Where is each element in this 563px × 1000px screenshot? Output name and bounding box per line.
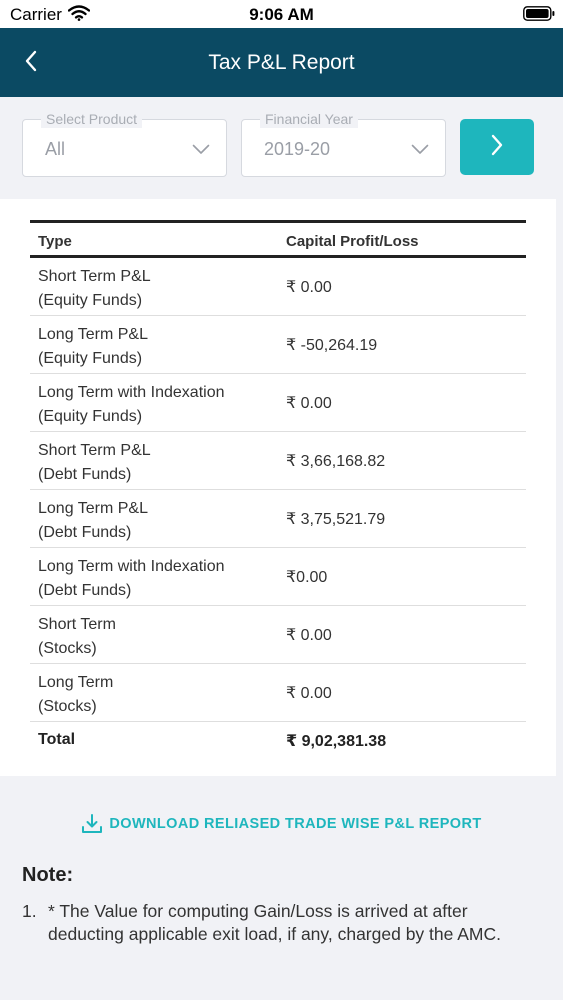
row-amount: ₹ 0.00	[286, 279, 332, 296]
note-text: * The Value for computing Gain/Loss is arrived at after deducting applicable exit load, if any, charged by the AMC.	[48, 901, 502, 944]
row-amount: ₹ 0.00	[286, 627, 332, 644]
row-amount: ₹0.00	[286, 569, 328, 586]
table-row	[30, 548, 526, 606]
row-type-line2: (Equity Funds)	[38, 292, 143, 309]
row-type	[38, 265, 151, 313]
filter-row	[0, 97, 563, 197]
table-row	[30, 606, 526, 664]
row-type	[38, 381, 224, 429]
table-total-row	[30, 722, 526, 758]
product-select-label: Select Product	[41, 111, 142, 128]
row-type	[38, 439, 151, 487]
table-row	[30, 432, 526, 490]
row-type-line1: Long Term P&L	[38, 326, 148, 343]
row-type-line1: Long Term P&L	[38, 500, 148, 517]
chevron-down-icon	[192, 142, 210, 160]
row-type-line1: Long Term	[38, 674, 114, 691]
table-header	[30, 220, 526, 258]
note-title: Note:	[22, 864, 74, 886]
row-type-line2: (Debt Funds)	[38, 582, 132, 599]
app-header	[0, 28, 563, 97]
row-type-line1: Long Term with Indexation	[38, 558, 225, 575]
column-header-type: Type	[38, 233, 72, 250]
status-time: 9:06 AM	[249, 5, 314, 24]
row-type-line2: (Equity Funds)	[38, 408, 143, 425]
pl-table-card	[0, 199, 556, 776]
row-type-line2: (Debt Funds)	[38, 524, 132, 541]
chevron-right-icon	[490, 134, 504, 161]
total-amount: ₹ 9,02,381.38	[286, 733, 387, 750]
row-type	[38, 497, 148, 545]
page-title: Tax P&L Report	[208, 51, 355, 74]
financial-year-label: Financial Year	[260, 111, 358, 128]
row-type-line2: (Debt Funds)	[38, 466, 132, 483]
row-type	[38, 323, 148, 371]
row-type	[38, 671, 113, 719]
column-header-amount: Capital Profit/Loss	[286, 233, 419, 250]
product-select[interactable]	[22, 111, 227, 177]
download-icon	[81, 813, 103, 835]
chevron-down-icon	[411, 142, 429, 160]
financial-year-value: 2019-20	[264, 139, 331, 159]
table-row	[30, 374, 526, 432]
submit-filter-button[interactable]	[460, 119, 534, 175]
row-amount: ₹ 0.00	[286, 685, 332, 702]
status-bar	[0, 0, 563, 28]
total-label: Total	[38, 731, 76, 748]
table-row	[30, 258, 526, 316]
download-report-link[interactable]	[0, 808, 563, 840]
table-row	[30, 664, 526, 722]
row-amount: ₹ 0.00	[286, 395, 332, 412]
pl-table	[30, 220, 526, 758]
financial-year-select[interactable]	[241, 111, 446, 177]
row-type-line1: Short Term P&L	[38, 442, 151, 459]
product-select-value: All	[45, 139, 66, 159]
row-type-line2: (Stocks)	[38, 640, 97, 657]
row-type	[38, 555, 224, 603]
row-type-line2: (Equity Funds)	[38, 350, 143, 367]
carrier-label: Carrier	[10, 5, 62, 24]
battery-icon	[523, 6, 555, 26]
download-report-label: DOWNLOAD RELIASED TRADE WISE P&L REPORT	[109, 816, 482, 832]
row-type	[38, 613, 116, 661]
note-number: 1.	[22, 901, 37, 921]
row-amount: ₹ 3,66,168.82	[286, 453, 386, 470]
row-amount: ₹ -50,264.19	[286, 337, 378, 354]
row-type-line1: Long Term with Indexation	[38, 384, 225, 401]
row-type-line1: Short Term	[38, 616, 116, 633]
row-amount: ₹ 3,75,521.79	[286, 511, 386, 528]
table-row	[30, 490, 526, 548]
table-row	[30, 316, 526, 374]
row-type-line1: Short Term P&L	[38, 268, 151, 285]
row-type-line2: (Stocks)	[38, 698, 97, 715]
